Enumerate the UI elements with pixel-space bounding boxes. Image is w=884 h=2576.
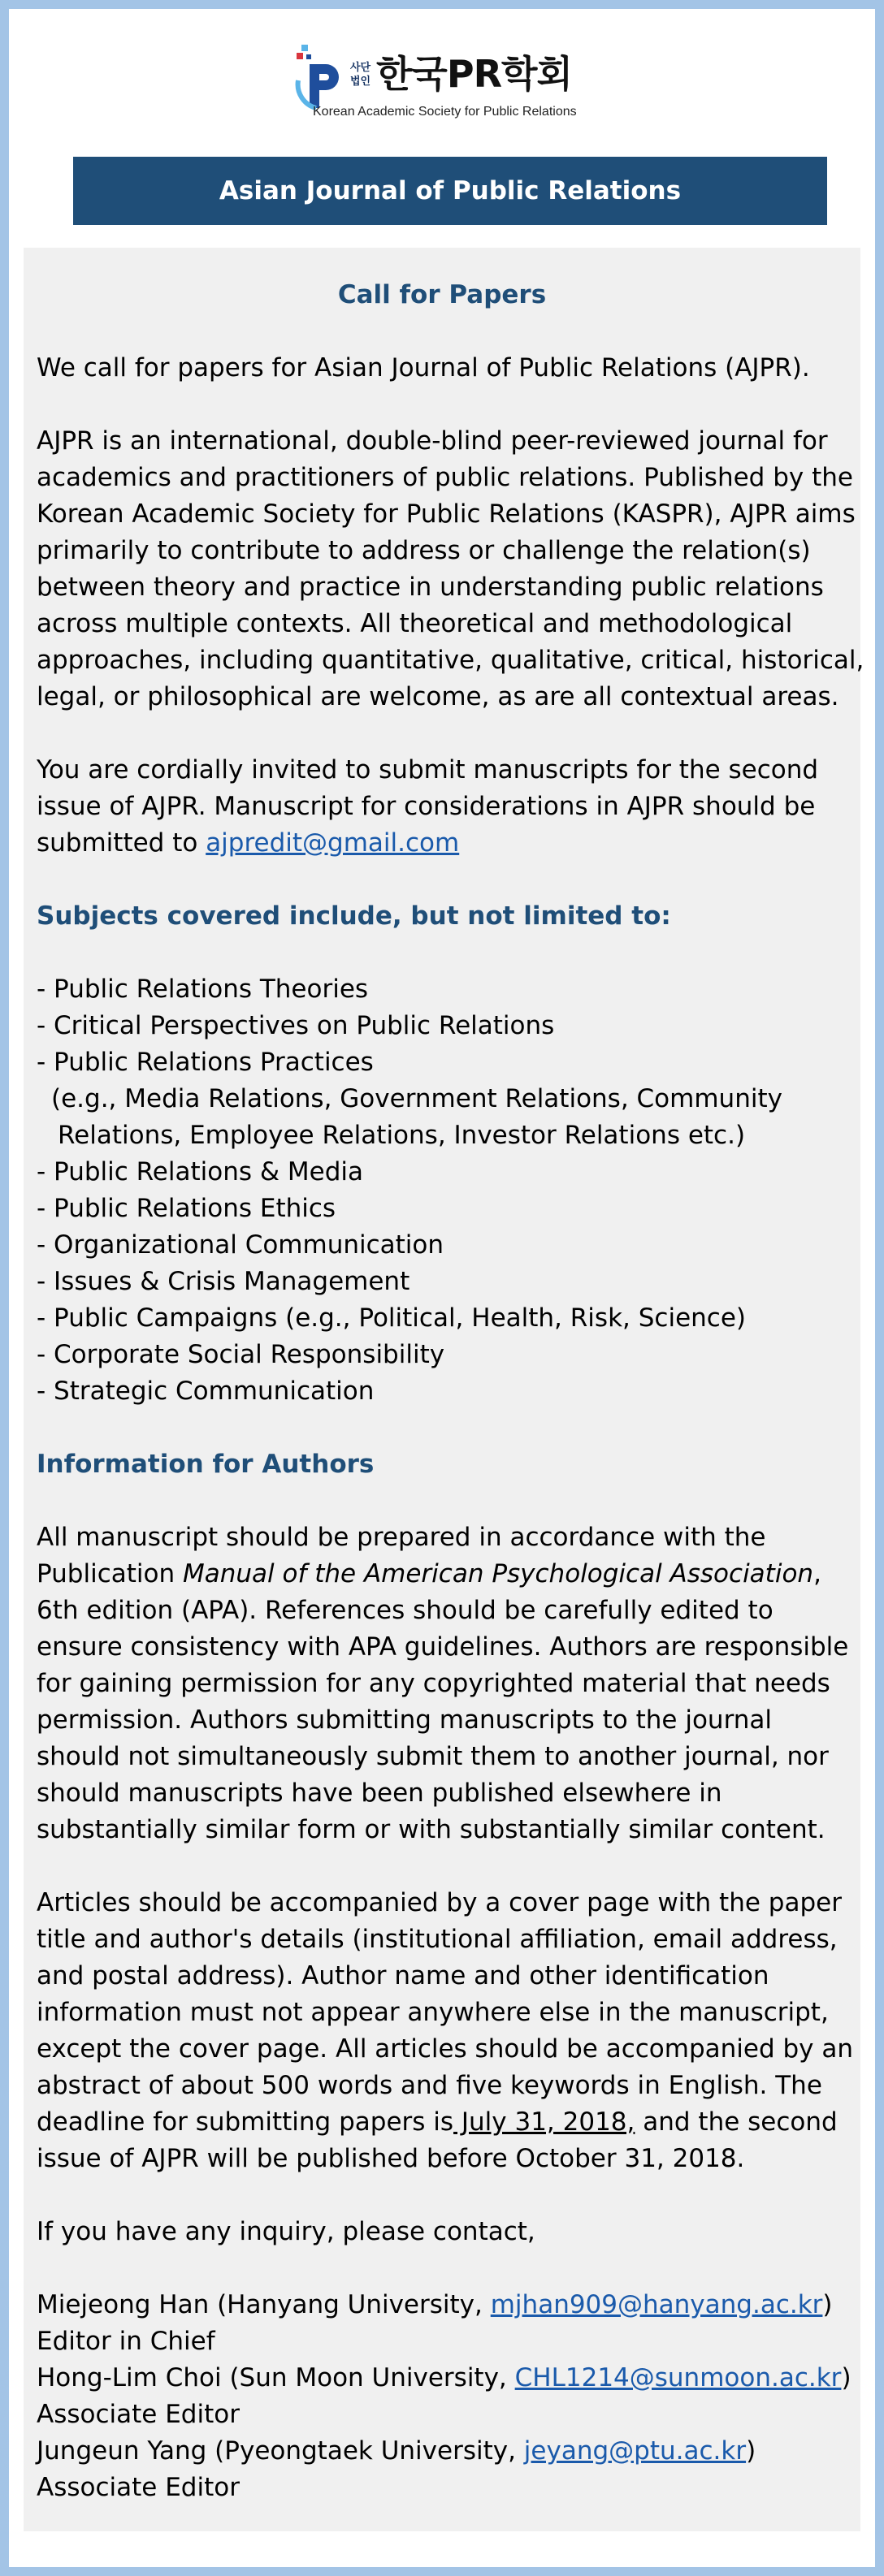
subjects-heading: Subjects covered include, but not limited to: — [37, 901, 671, 931]
deadline-line — [37, 2104, 847, 2141]
about-paragraph — [37, 423, 864, 715]
authors-line: Articles should be accompanied by a cover page with the paper — [37, 1888, 842, 1917]
about-line: legal, or philosophical are welcome, as are all contextual areas. — [37, 682, 839, 711]
authors-line: abstract of about 500 words and five keywords in English. The — [37, 2071, 822, 2100]
logo-main-text: 한국PR학회 — [376, 52, 572, 96]
contact-email-link[interactable]: jeyang@ptu.ac.kr — [523, 2436, 747, 2466]
authors-line: All manuscript should be prepared in accordance with the — [37, 1523, 766, 1552]
journal-title-banner — [73, 157, 827, 225]
authors-line: title and author's details (institutional affiliation, email address, — [37, 1925, 838, 1954]
deadline-date: July 31, 2018, — [453, 2107, 635, 2137]
logo-subtitle: Korean Academic Society for Public Relations — [313, 105, 577, 119]
contact-name: Hong-Lim Choi (Sun Moon University, — [37, 2363, 515, 2392]
authors-line: issue of AJPR will be published before October 31, 2018. — [37, 2144, 745, 2173]
list-item: - Public Relations Practices — [37, 1048, 374, 1077]
authors-paragraph-1 — [37, 1519, 847, 1848]
contact-email-link[interactable]: CHL1214@sunmoon.ac.kr — [514, 2363, 842, 2392]
list-item: - Public Relations Theories — [37, 975, 369, 1004]
invite-line: issue of AJPR. Manuscript for considerations in AJPR should be — [37, 792, 816, 821]
authors-line-suffix: , — [813, 1559, 821, 1588]
list-item: - Critical Perspectives on Public Relations — [37, 1011, 555, 1040]
list-item: - Issues & Crisis Management — [37, 1267, 410, 1296]
invite-paragraph — [37, 752, 847, 862]
authors-paragraph-2 — [37, 1885, 854, 2177]
kaspr-logo — [295, 43, 604, 124]
submission-email-link[interactable]: ajpredit@gmail.com — [206, 828, 460, 858]
authors-line: and postal address). Author name and other identification — [37, 1961, 769, 1990]
list-item: - Corporate Social Responsibility — [37, 1340, 445, 1369]
deadline-suffix: and the second — [635, 2107, 838, 2137]
contact-role: Associate Editor — [37, 2473, 240, 2502]
list-item: - Public Campaigns (e.g., Political, Health, Risk, Science) — [37, 1303, 746, 1333]
authors-line: except the cover page. All articles should be accompanied by an — [37, 2034, 854, 2064]
list-item-example: Relations, Employee Relations, Investor Relations etc.) — [58, 1121, 746, 1150]
apa-manual-title: Manual of the American Psychological Association — [182, 1559, 814, 1588]
authors-line: should manuscripts have been published elsewhere in — [37, 1779, 722, 1808]
call-for-papers-heading: Call for Papers — [337, 280, 547, 309]
authors-line: 6th edition (APA). References should be carefully edited to — [37, 1596, 774, 1625]
authors-line: ensure consistency with APA guidelines. Authors are responsible — [37, 1632, 849, 1662]
authors-line-prefix: Publication — [37, 1559, 183, 1588]
contact-intro: If you have any inquiry, please contact, — [37, 2217, 535, 2246]
logo-korean-small-text: 사단법인 — [350, 62, 371, 88]
contact-line — [37, 2287, 847, 2323]
call-for-papers-panel — [24, 248, 864, 2531]
invite-line-prefix: submitted to — [37, 828, 206, 858]
journal-title: Asian Journal of Public Relations — [219, 176, 682, 205]
list-item: - Organizational Communication — [37, 1230, 444, 1260]
contact-email-link[interactable]: mjhan909@hanyang.ac.kr — [490, 2290, 823, 2319]
subjects-list — [37, 971, 847, 1410]
invite-line — [37, 825, 847, 862]
about-line: academics and practitioners of public relations. Published by the — [37, 463, 853, 492]
contact-suffix: ) — [841, 2363, 852, 2392]
deadline-prefix: deadline for submitting papers is — [37, 2107, 454, 2137]
authors-heading: Information for Authors — [37, 1450, 375, 1479]
authors-line: permission. Authors submitting manuscripts to the journal — [37, 1705, 773, 1735]
about-line: approaches, including quantitative, qualitative, critical, historical, — [37, 646, 864, 675]
list-item-example: (e.g., Media Relations, Government Relations, Community — [51, 1084, 782, 1113]
contact-name: Jungeun Yang (Pyeongtaek University, — [37, 2436, 524, 2466]
authors-line: substantially similar form or with substantially similar content. — [37, 1815, 826, 1844]
authors-line — [37, 1556, 847, 1593]
contact-suffix: ) — [746, 2436, 756, 2466]
about-line: Korean Academic Society for Public Relations (KASPR), AJPR aims — [37, 499, 856, 529]
contact-line — [37, 2360, 852, 2397]
authors-line: for gaining permission for any copyrighted material that needs — [37, 1669, 830, 1698]
contact-line — [37, 2433, 847, 2470]
contact-role: Editor in Chief — [37, 2327, 215, 2356]
list-item: - Public Relations Ethics — [37, 1194, 336, 1223]
about-line: across multiple contexts. All theoretical and methodological — [37, 609, 793, 638]
contact-suffix: ) — [822, 2290, 833, 2319]
about-line: between theory and practice in understanding public relations — [37, 573, 824, 602]
about-line: AJPR is an international, double-blind peer-reviewed journal for — [37, 426, 828, 456]
intro-paragraph: We call for papers for Asian Journal of Public Relations (AJPR). — [37, 353, 810, 383]
about-line: primarily to contribute to address or challenge the relation(s) — [37, 536, 811, 565]
list-item: - Public Relations & Media — [37, 1157, 363, 1186]
authors-line: should not simultaneously submit them to another journal, nor — [37, 1742, 829, 1771]
list-item: - Strategic Communication — [37, 1377, 375, 1406]
contact-list — [37, 2287, 852, 2506]
kaspr-logo-mark-icon — [295, 43, 345, 113]
contact-role: Associate Editor — [37, 2400, 240, 2429]
authors-line: information must not appear anywhere else in the manuscript, — [37, 1998, 829, 2027]
contact-name: Miejeong Han (Hanyang University, — [37, 2290, 491, 2319]
invite-line: You are cordially invited to submit manuscripts for the second — [37, 755, 819, 784]
